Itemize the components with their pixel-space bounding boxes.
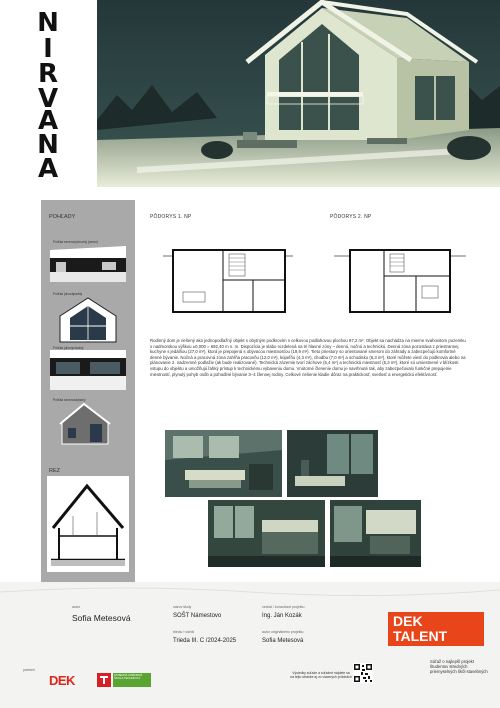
school-label: názov školy bbox=[173, 605, 192, 609]
project-author-name: Sofia Metesová bbox=[262, 638, 304, 644]
view-3-label: Pohľad juhovýchodný bbox=[53, 346, 84, 350]
talent-line2: TALENT bbox=[393, 628, 448, 644]
school-logo-icon bbox=[97, 673, 111, 687]
title-letter-7: A bbox=[37, 154, 59, 184]
project-description: Rodinný dom je riešený ako jednopodlažný objekt s obytným podkrovím s celkovou podlahovou plochou 87,2 m². Objekt sa nachádza na mierne svahovitom pozemku s nadmorskou výškou ±0,000 = 692,40 m n. m. Dispozícia je slabo rozdelená na tri hlavné zóny – dennú, nočnú a technickú. Denná zóna pozostáva z priestrannej kuchyne s jedálňou (27,0 m²), ktorá je prepojená s obývacou miestnosťou (19,9 m²). Tieto priestory so orientované smerom do záhrady a zabezpečujú komfortné denné bývanie. Nočná a pracovná zóna zahŕňa pracovňu (12,0 m²), kúpeľňu (4,3 m²), chodbu (7,0 m²) a schodisko (6,3 m²), ktoré môžete viesť do podkrovia alebo na plánovanie 2. nadzemné podlažie (ak bude realizované). Technická zázemie tvorí záchove (5,4 m²) a technická miestnosť (5,3 m²), ktoré sú umiestnené v blízkosti vstupu do objektu a umožňujú ľahký prístup k technickému vybaveniu domu. Vnútorné členenie domu je navrhnuté tak, aby zabezpečovalo funkčné prepojenie miestností, plynulý pohyb osôb a pohodlné bývanie 3–4 člennej rodiny. Celkové riešenie kladie dôraz na praktickosť, svetlosť a energetickú efektívnosť. bbox=[150, 338, 466, 377]
view-4-drawing bbox=[50, 402, 126, 446]
plan1-title: PÔDORYS 1. NP bbox=[150, 214, 192, 220]
title-letter-4: V bbox=[37, 84, 59, 114]
title-letter-6: N bbox=[37, 130, 59, 160]
qr-caption: Výsledky súťaže a súťažné nájdete sa na tejto stránke aj vo viacerých prílohách bbox=[290, 671, 352, 680]
view-3-drawing bbox=[50, 350, 126, 392]
class-value: Trieda III. C /2024-2025 bbox=[173, 638, 237, 644]
view-2-drawing bbox=[50, 296, 126, 344]
class-label: trieda / ročník bbox=[173, 630, 195, 634]
author-name: Sofia Metesová bbox=[72, 613, 131, 623]
qr-code[interactable] bbox=[353, 663, 373, 683]
view-4-label: Pohľad severozápadný bbox=[53, 398, 86, 402]
title-letter-2: I bbox=[43, 34, 53, 64]
school-name: SOŠT Námestovo bbox=[173, 613, 222, 619]
plan2-title: PÔDORYS 2. NP bbox=[330, 214, 372, 220]
title-letter-1: N bbox=[37, 8, 59, 38]
views-title: POHĽADY bbox=[49, 214, 76, 220]
author-label: autor bbox=[72, 605, 80, 609]
hero-render bbox=[97, 0, 500, 187]
talent-line1: DEK bbox=[393, 613, 423, 629]
view-1-label: Pohľad severovýchodný (sever) bbox=[53, 240, 98, 244]
footer-wave bbox=[0, 582, 500, 602]
title-column bbox=[0, 0, 97, 187]
title-letter-3: R bbox=[37, 59, 59, 89]
teacher-label: vedúci / konzultant projektu bbox=[262, 605, 305, 609]
interior-render-2 bbox=[287, 430, 378, 497]
interior-render-4 bbox=[330, 500, 421, 567]
plan2-drawing bbox=[330, 242, 470, 320]
project-author-label: autor originálneho projektu bbox=[262, 630, 304, 634]
partners-label: partneri bbox=[23, 668, 35, 672]
section-title: REZ bbox=[49, 468, 60, 474]
school-logo-text: STREDNÁ ODBORNÁ ŠKOLA TECHNICKÁ bbox=[113, 673, 151, 687]
view-1-drawing bbox=[50, 244, 126, 284]
school-logo bbox=[97, 673, 151, 687]
talent-description: Súťaž o najlepší projekt študentov stredných priemyselných škôl stavebných bbox=[430, 659, 488, 675]
dek-logo: DEK bbox=[49, 673, 75, 688]
dek-talent-logo bbox=[388, 612, 484, 646]
section-drawing bbox=[47, 476, 129, 572]
plan1-drawing bbox=[163, 242, 293, 320]
interior-render-3 bbox=[208, 500, 325, 567]
interior-render-1 bbox=[165, 430, 282, 497]
view-2-label: Pohľad juhozápadný bbox=[53, 292, 83, 296]
views-strip bbox=[41, 200, 135, 582]
title-letter-5: A bbox=[37, 106, 59, 136]
teacher-name: Ing. Ján Kozák bbox=[262, 613, 302, 619]
